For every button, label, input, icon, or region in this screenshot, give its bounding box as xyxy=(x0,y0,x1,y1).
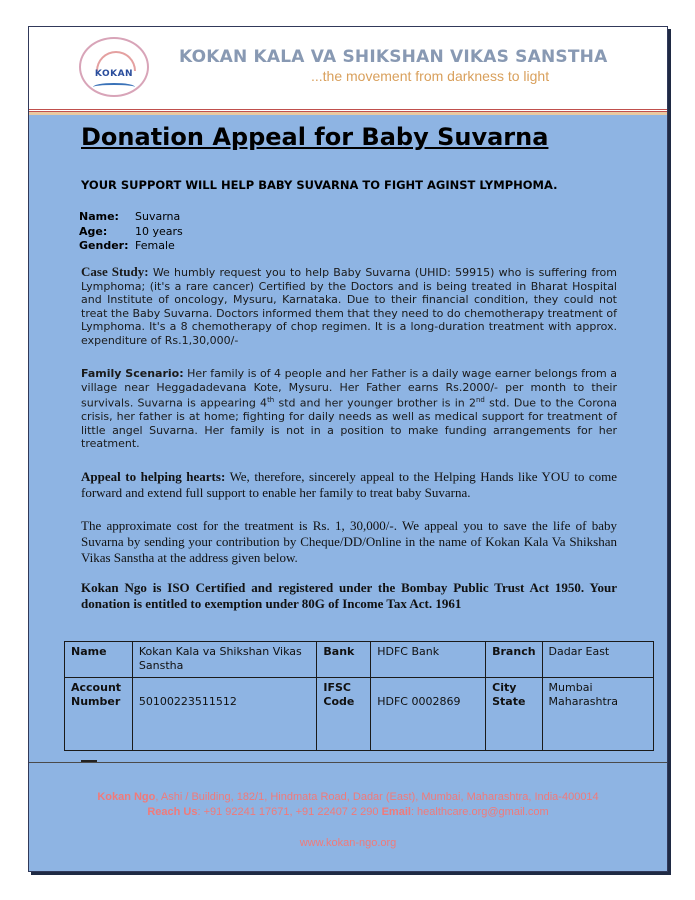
ifsc-header xyxy=(317,678,371,751)
patient-info xyxy=(79,210,183,254)
case-study-lead: Case Study: xyxy=(81,264,149,279)
footer-email[interactable]: : healthcare.org@gmail.com xyxy=(410,806,549,818)
footer-phone: : +91 92241 17671, +91 22407 2 290 xyxy=(197,806,382,818)
name-label: Name: xyxy=(79,210,119,223)
branch-value: Dadar East xyxy=(542,642,653,678)
ifsc-value: HDFC 0002869 xyxy=(371,678,486,751)
account-label-1: Account xyxy=(71,681,122,694)
family-text-a: Her family is of 4 people and her Father is a daily wage earner belongs from a village near Heggadadevana Kote, Mysuru. Her Father earns Rs.2000/- per month to their survivals. Suvarna is appearing 4 xyxy=(81,367,618,410)
page-title: Donation Appeal for Baby Suvarna xyxy=(81,123,549,151)
header-divider xyxy=(29,112,667,115)
cost-paragraph xyxy=(81,518,617,566)
account-label-2: Number xyxy=(71,695,121,708)
branch-header: Branch xyxy=(486,642,542,678)
city-label: City xyxy=(492,681,517,694)
ifsc-label-2: Code xyxy=(323,695,355,708)
iso-paragraph xyxy=(81,580,617,612)
org-tagline: ...the movement from darkness to light xyxy=(311,68,550,84)
family-text-c: std. Due to the Corona crisis, her father is at home; fighting for daily needs as well as medical support for treatment of little angel Suvarna. Her family is not in a position to make funding arrangements for her treatment. xyxy=(81,396,618,451)
gender-value: Female xyxy=(135,239,175,252)
footer-website[interactable]: www.kokan-ngo.org xyxy=(299,837,397,849)
kokan-logo-icon xyxy=(79,37,149,97)
subtitle: YOUR SUPPORT WILL HELP BABY SUVARNA TO FIGHT AGINST LYMPHOMA. xyxy=(81,178,558,192)
name-value: Suvarna xyxy=(135,210,181,223)
bank-header: Bank xyxy=(317,642,371,678)
city-state-value xyxy=(542,678,653,751)
case-study xyxy=(81,265,617,347)
family-sup-a: th xyxy=(267,396,275,404)
org-name: KOKAN KALA VA SHIKSHAN VIKAS SANSTHA xyxy=(179,47,608,67)
bank-value: HDFC Bank xyxy=(371,642,486,678)
logo-text: KOKAN xyxy=(94,69,134,79)
account-number-header xyxy=(65,678,133,751)
age-label: Age: xyxy=(79,224,108,238)
name-header: Name xyxy=(65,642,133,678)
letterhead xyxy=(29,27,667,112)
bank-details-table xyxy=(64,641,654,751)
footer-contact xyxy=(29,806,667,818)
ifsc-label-1: IFSC xyxy=(323,681,352,694)
family-lead: Family Scenario: xyxy=(81,367,184,380)
family-scenario xyxy=(81,367,617,451)
footer-address xyxy=(29,791,667,803)
appeal-text: We, therefore, sincerely appeal to the Helping Hands like YOU to come forward and extend full support to enable her family to treat baby Suvarna. xyxy=(81,469,617,500)
account-name-value: Kokan Kala va Shikshan Vikas Sanstha xyxy=(132,642,317,678)
case-study-text: We humbly request you to help Baby Suvarna (UHID: 59915) who is suffering from Lymphoma; (it's a rare cancer) Certified by the Doctors and is being treated in Bharat Hospital and Institute of oncology, Mysuru, Karnataka. Due to their financial condition, they could not treat the Baby Suvarna. Doctors informed them that they need to do chemotherapy treatment of Lymphoma. It's a 8 chemotherapy of chop regimen. It is a long-duration treatment with approx. expenditure of Rs.1,30,000/- xyxy=(81,266,617,347)
footer-address-text: , Ashi / Building, 182/1, Hindmata Road, Dadar (East), Mumbai, Maharashtra, India-400014 xyxy=(155,791,599,803)
footer-divider-mark xyxy=(81,760,97,762)
state-label: State xyxy=(492,695,526,708)
gender-label: Gender: xyxy=(79,239,129,252)
age-value: 10 years xyxy=(135,224,183,238)
cost-text: The approximate cost for the treatment is Rs. 1, 30,000/-. We appeal you to save the life of baby Suvarna by sending your contribution by Cheque/DD/Online in the name of Kokan Kala Va Shikshan Vikas Sanstha at the address given below. xyxy=(81,518,617,565)
footer-email-label: Email xyxy=(381,806,411,818)
state-value: Maharashtra xyxy=(548,695,619,708)
document-page xyxy=(28,26,668,872)
footer-contact-label: Reach Us xyxy=(147,806,198,818)
footer-org: Kokan Ngo xyxy=(97,791,156,803)
account-number-value: 50100223511512 xyxy=(132,678,317,751)
appeal xyxy=(81,469,617,501)
table-row xyxy=(65,642,654,678)
city-value: Mumbai xyxy=(548,681,593,694)
family-text-b: std and her younger brother is in 2 xyxy=(274,396,476,410)
table-row xyxy=(65,678,654,751)
footer-divider xyxy=(29,762,667,763)
appeal-lead: Appeal to helping hearts: xyxy=(81,469,226,484)
family-sup-b: nd xyxy=(475,396,485,404)
iso-text: Kokan Ngo is ISO Certified and registered under the Bombay Public Trust Act 1950. Your donation is entitled to exemption under 80G of Income Tax Act. 1961 xyxy=(81,580,617,611)
city-state-header xyxy=(486,678,542,751)
